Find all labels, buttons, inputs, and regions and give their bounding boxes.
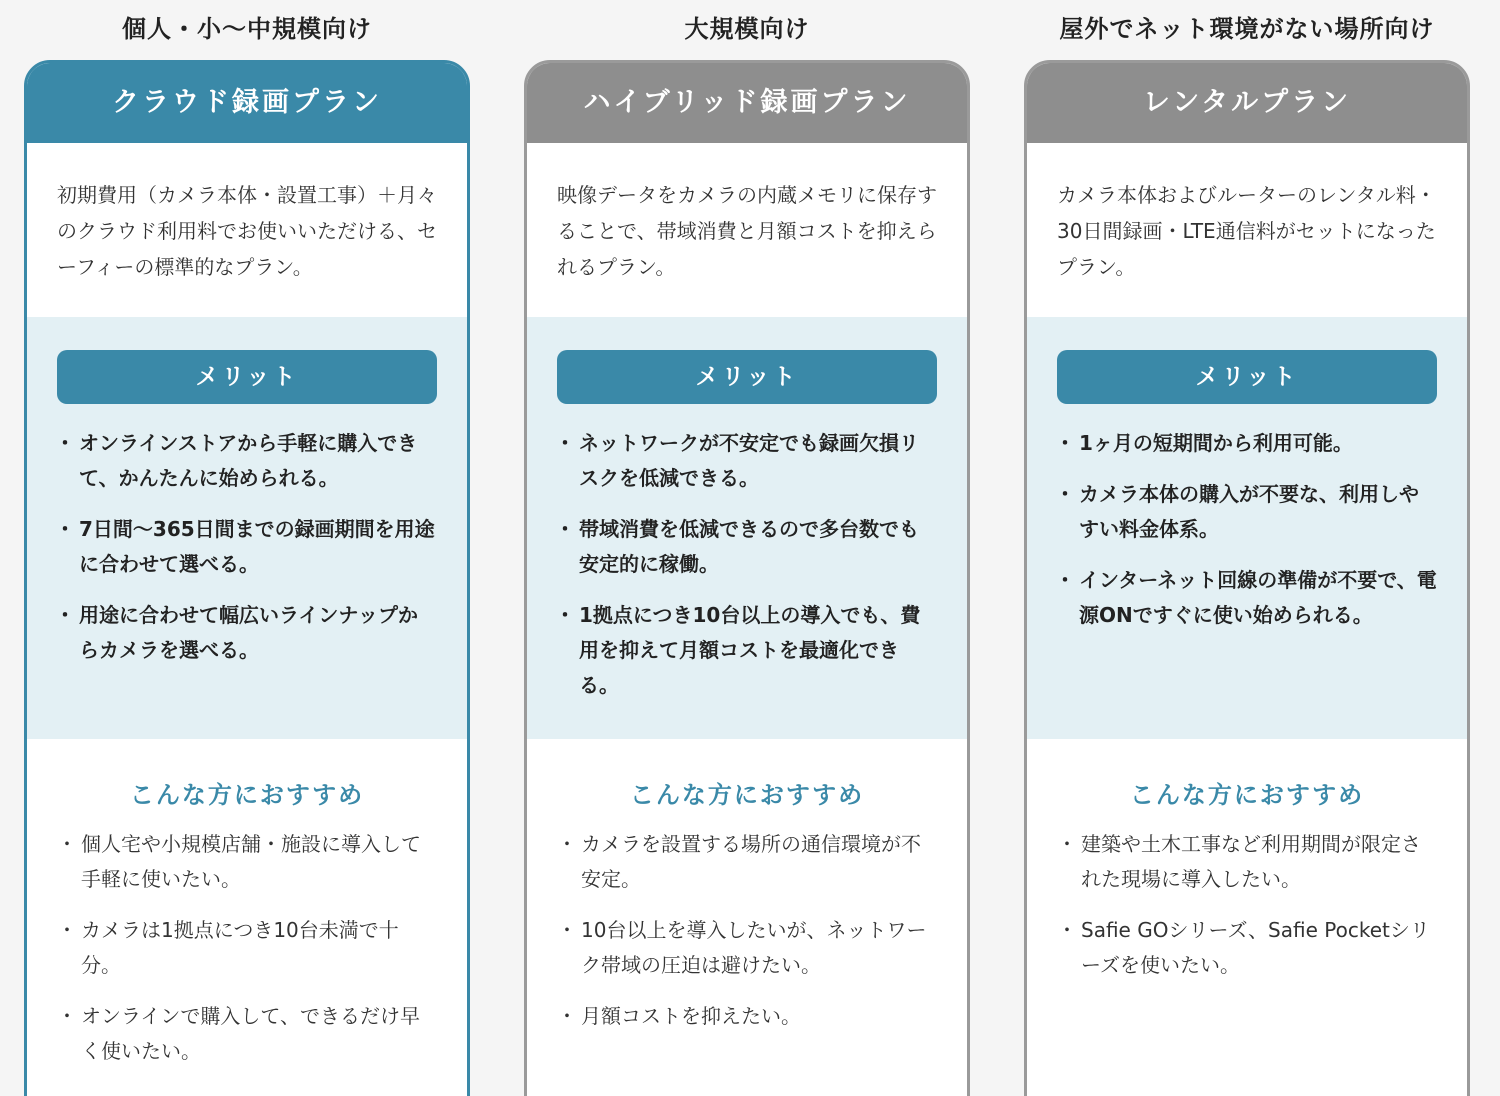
recommend-item: ・ 月額コストを抑えたい。	[559, 999, 935, 1034]
recommend-item: ・ 10台以上を導入したいが、ネットワーク帯域の圧迫は避けたい。	[559, 913, 935, 983]
merit-item: ・ カメラ本体の購入が不要な、利用しやすい料金体系。	[1057, 477, 1437, 547]
merit-item: ・ 用途に合わせて幅広いラインナップからカメラを選べる。	[57, 598, 437, 668]
audience-label: 個人・小〜中規模向け	[122, 15, 372, 43]
plan-card-rental[interactable]	[1024, 60, 1470, 1096]
recommend-item: ・ Safie GOシリーズ、Safie Pocketシリーズを使いたい。	[1059, 913, 1435, 983]
recommend-section	[1027, 739, 1467, 983]
merit-section	[27, 317, 467, 739]
recommend-list	[1059, 827, 1435, 983]
recommend-section	[527, 739, 967, 1034]
audience-label: 屋外でネット環境がない場所向け	[1059, 15, 1435, 43]
merit-heading: メリット	[1057, 350, 1437, 404]
merit-section	[1027, 317, 1467, 739]
recommend-heading: こんな方におすすめ	[129, 781, 365, 809]
merit-item: ・ 1ヶ月の短期間から利用可能。	[1057, 426, 1437, 461]
plan-title: クラウド録画プラン	[27, 63, 467, 143]
recommend-item: ・ カメラを設置する場所の通信環境が不安定。	[559, 827, 935, 897]
merit-item: ・ 帯域消費を低減できるので多台数でも安定的に稼働。	[557, 512, 937, 582]
merit-item: ・ 1拠点につき10台以上の導入でも、費用を抑えて月額コストを最適化できる。	[557, 598, 937, 703]
recommend-item: ・ オンラインで購入して、できるだけ早く使いたい。	[59, 999, 435, 1069]
plan-title: レンタルプラン	[1027, 63, 1467, 143]
merit-section	[527, 317, 967, 739]
merit-item: ・ インターネット回線の準備が不要で、電源ONですぐに使い始められる。	[1057, 563, 1437, 633]
recommend-item: ・ 建築や土木工事など利用期間が限定された現場に導入したい。	[1059, 827, 1435, 897]
merit-item: ・ オンラインストアから手軽に購入できて、かんたんに始められる。	[57, 426, 437, 496]
recommend-heading: こんな方におすすめ	[1129, 781, 1365, 809]
plan-column-cloud	[24, 0, 470, 1063]
merit-list	[557, 426, 937, 703]
merit-item: ・ 7日間〜365日間までの録画期間を用途に合わせて選べる。	[57, 512, 437, 582]
plan-title: ハイブリッド録画プラン	[527, 63, 967, 143]
plan-column-rental	[1024, 0, 1470, 977]
plan-description: 映像データをカメラの内蔵メモリに保存することで、帯域消費と月額コストを抑えられるプラン。	[527, 143, 967, 317]
merit-item: ・ ネットワークが不安定でも録画欠損リスクを低減できる。	[557, 426, 937, 496]
recommend-list	[559, 827, 935, 1034]
recommend-item: ・ 個人宅や小規模店舗・施設に導入して手軽に使いたい。	[59, 827, 435, 897]
plan-column-hybrid	[524, 0, 970, 1028]
merit-heading: メリット	[57, 350, 437, 404]
audience-label: 大規模向け	[684, 15, 810, 43]
recommend-section	[27, 739, 467, 1069]
recommend-list	[59, 827, 435, 1069]
merit-list	[1057, 426, 1437, 633]
merit-list	[57, 426, 437, 668]
recommend-heading: こんな方におすすめ	[629, 781, 865, 809]
plan-card-hybrid[interactable]	[524, 60, 970, 1096]
merit-heading: メリット	[557, 350, 937, 404]
plan-card-cloud[interactable]	[24, 60, 470, 1096]
plan-description: カメラ本体およびルーターのレンタル料・30日間録画・LTE通信料がセットになったプラン。	[1027, 143, 1467, 317]
recommend-item: ・ カメラは1拠点につき10台未満で十分。	[59, 913, 435, 983]
plan-description: 初期費用（カメラ本体・設置工事）＋月々のクラウド利用料でお使いいただける、セーフィーの標準的なプラン。	[27, 143, 467, 317]
